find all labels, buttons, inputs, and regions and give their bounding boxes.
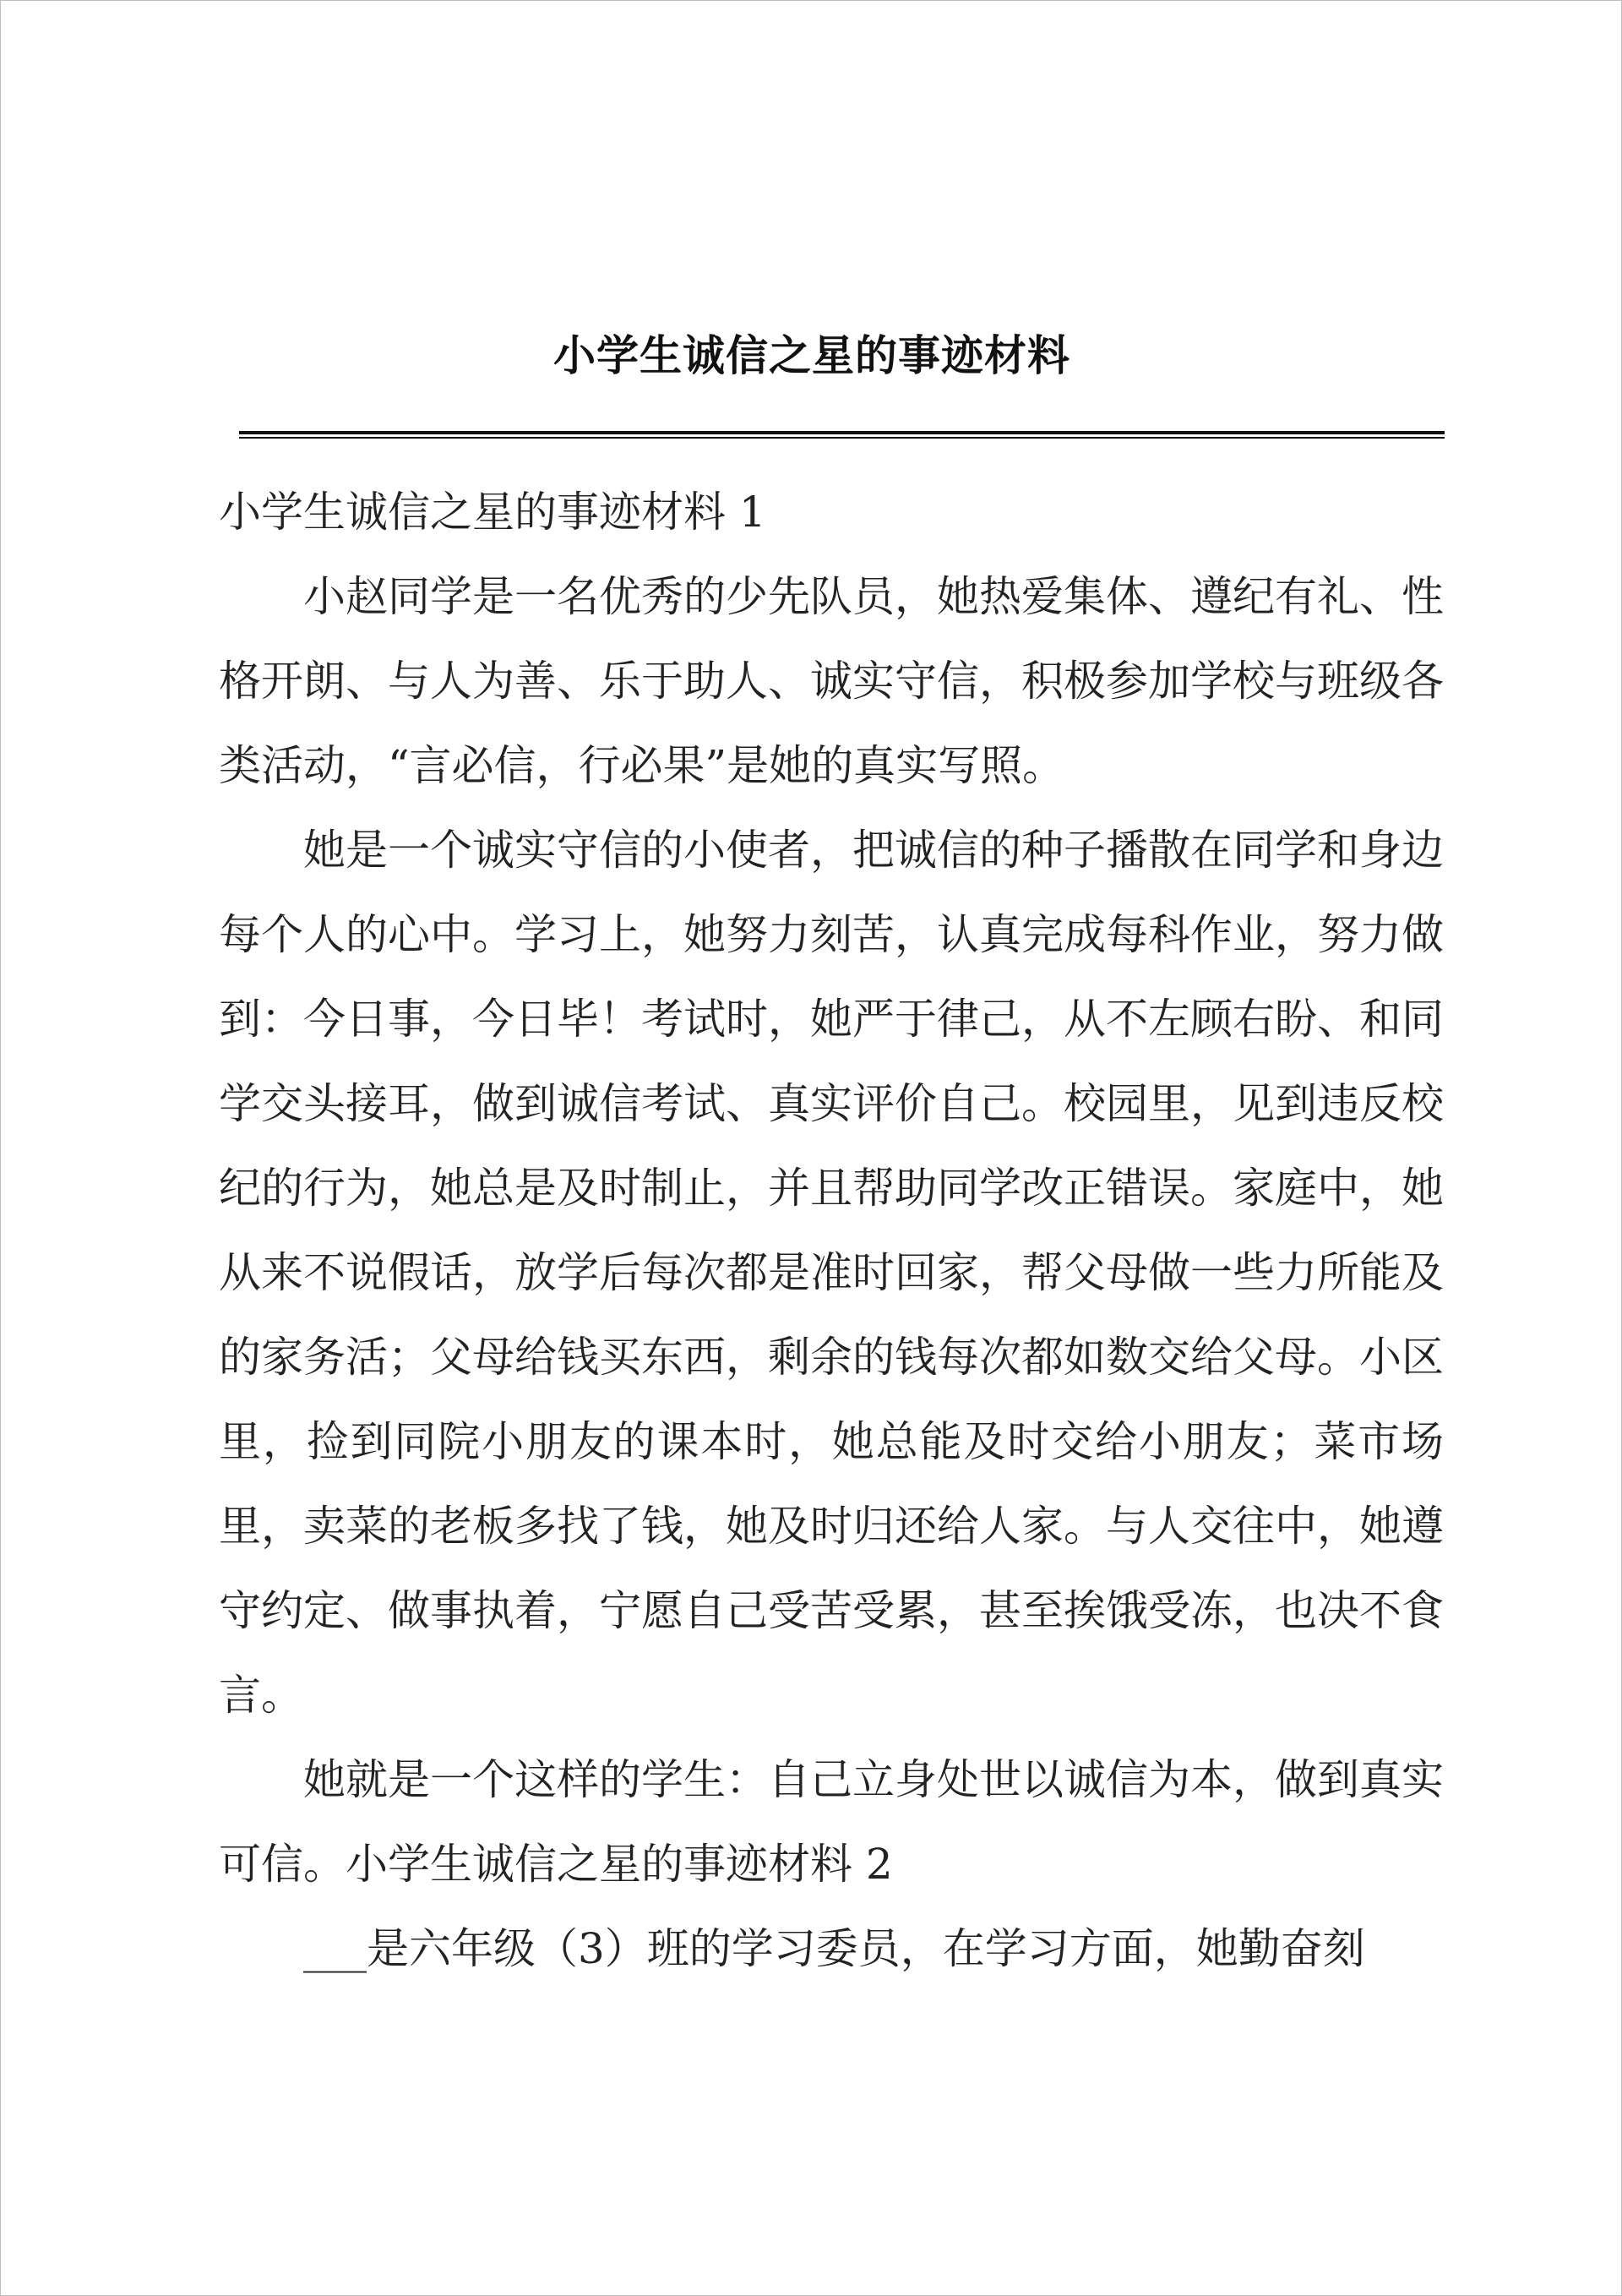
document-body — [219, 470, 1444, 1991]
document-title: 小学生诚信之星的事迹材料 — [553, 330, 1070, 380]
paragraph-1: 小赵同学是一名优秀的少先队员，她热爱集体、遵纪有礼、性格开朗、与人为善、乐于助人、诚实守信，积极参加学校与班级各类活动，“言必信，行必果”是她的真实写照。 — [219, 572, 1444, 790]
paragraph-4: ___是六年级（3）班的学习委员，在学习方面，她勤奋刻 — [303, 1924, 1365, 1973]
paragraph-3: 她就是一个这样的学生：自己立身处世以诚信为本，做到真实可信。小学生诚信之星的事迹材料 2 — [219, 1755, 1444, 1889]
paragraph-2: 她是一个诚实守信的小使者，把诚信的种子播散在同学和身边每个人的心中。学习上，她努力刻苦，认真完成每科作业，努力做到：今日事，今日毕！考试时，她严于律己，从不左顾右盼、和同学交头接耳，做到诚信考试、真实评价自己。校园里，见到违反校纪的行为，她总是及时制止，并且帮助同学改正错误。家庭中，她从来不说假话，放学后每次都是准时回家，帮父母做一些力所能及的家务活；父母给钱买东西，剩余的钱每次都如数交给父母。小区里，捡到同院小朋友的课本时，她总能及时交给小朋友；菜市场里，卖菜的老板多找了钱，她及时归还给人家。与人交往中，她遵守约定、做事执着，宁愿自己受苦受累，甚至挨饿受冻，也决不食言。 — [219, 826, 1444, 1720]
title-rule-thin — [239, 437, 1445, 439]
section-heading-1: 小学生诚信之星的事迹材料 1 — [219, 488, 766, 537]
title-rule-thick — [239, 431, 1445, 434]
